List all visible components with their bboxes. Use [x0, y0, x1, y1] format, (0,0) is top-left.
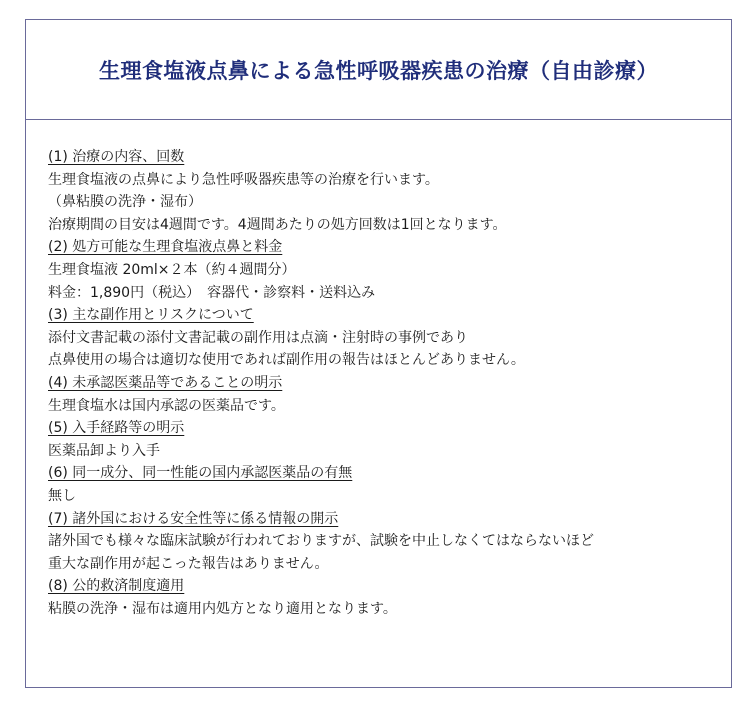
body-text-line: 生理食塩液 20ml×２本（約４週間分）: [48, 261, 296, 278]
section-heading: (3) 主な副作用とリスクについて: [48, 307, 254, 324]
section-heading: (1) 治療の内容、回数: [48, 149, 185, 165]
body-text-line: 無し: [48, 487, 76, 504]
body-text-line: （鼻粘膜の洗浄・湿布）: [48, 194, 202, 211]
body-text-line: 治療期間の目安は4週間です。4週間あたりの処方回数は1回となります。: [48, 216, 507, 233]
body-text-line: 諸外国でも様々な臨床試験が行われておりますが、試験を中止しなくてはならないほど: [48, 533, 594, 550]
document-body: [26, 120, 731, 620]
body-text-line: 点鼻使用の場合は適切な使用であれば副作用の報告はほとんどありません。: [48, 352, 525, 369]
section-heading: (7) 諸外国における安全性等に係る情報の開示: [48, 510, 339, 527]
body-text-line: 粘膜の洗浄・湿布は適用内処方となり適用となります。: [48, 600, 397, 617]
body-text-line: 生理食塩水は国内承認の医薬品です。: [48, 397, 285, 414]
body-text-line: 医薬品卸より入手: [48, 442, 160, 459]
section-heading: (2) 処方可能な生理食塩液点鼻と料金: [48, 239, 283, 256]
body-text-line: 生理食塩液の点鼻により急性呼吸器疾患等の治療を行います。: [48, 171, 439, 188]
section-heading: (4) 未承認医薬品等であることの明示: [48, 374, 283, 391]
section-heading: (5) 入手経路等の明示: [48, 420, 185, 437]
body-text-line: 料金：1,890円（税込） 容器代・診察料・送料込み: [48, 284, 376, 301]
page-title: 生理食塩液点鼻による急性呼吸器疾患の治療（自由診療）: [99, 58, 658, 83]
section-heading: (6) 同一成分、同一性能の国内承認医薬品の有無: [48, 465, 353, 482]
title-header: [26, 20, 731, 120]
section-heading: (8) 公的救済制度適用: [48, 578, 185, 595]
body-text-line: 添付文書記載の添付文書記載の副作用は点滴・注射時の事例であり: [48, 329, 468, 346]
body-text-line: 重大な副作用が起こった報告はありません。: [48, 555, 329, 572]
document-frame: [25, 19, 732, 688]
